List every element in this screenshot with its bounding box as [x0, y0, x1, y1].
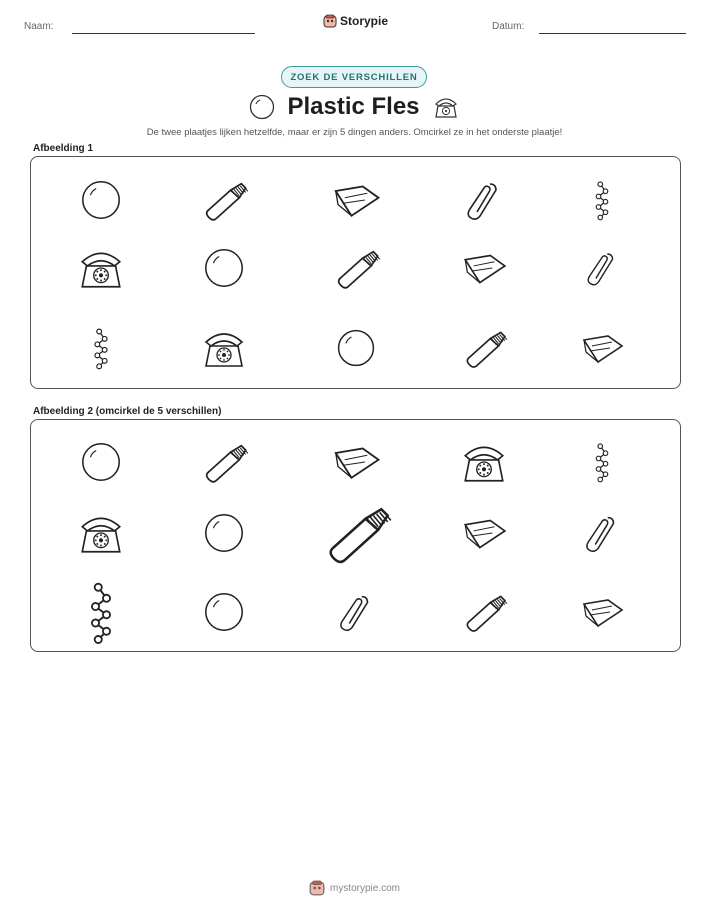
bubble-icon[interactable] — [201, 589, 247, 635]
brand-logo — [323, 14, 388, 28]
comb-icon — [459, 323, 509, 373]
bubble-icon[interactable] — [201, 510, 247, 556]
paperclip-icon — [460, 176, 508, 224]
cloth-icon — [578, 324, 626, 372]
comb-icon[interactable] — [318, 495, 394, 571]
bubble-icon[interactable] — [78, 439, 124, 485]
comb-icon — [198, 174, 250, 226]
bubble-icon — [201, 245, 247, 291]
comb-icon — [330, 242, 382, 294]
cloth-icon[interactable] — [578, 588, 626, 636]
picture2-label: Afbeelding 2 (omcirkel de 5 verschillen) — [33, 406, 222, 417]
name-label: Naam: — [24, 21, 54, 32]
molecule-icon[interactable] — [68, 579, 134, 645]
paperclip-icon[interactable] — [579, 510, 625, 556]
molecule-icon — [79, 326, 123, 370]
molecule-icon — [581, 179, 623, 221]
instructions: De twee plaatjes lijken hetzelfde, maar er zijn 5 dingen anders. Omcirkel ze in het onderste plaatje! — [146, 127, 563, 138]
telephone-icon — [200, 324, 248, 372]
telephone-icon — [76, 243, 126, 293]
page-title: Plastic Fles — [287, 93, 420, 120]
bubble-icon — [249, 94, 275, 120]
picture1-label: Afbeelding 1 — [33, 143, 94, 154]
telephone-icon[interactable] — [76, 508, 126, 558]
date-label: Datum: — [492, 21, 525, 32]
comb-icon[interactable] — [198, 436, 250, 488]
cloth-icon — [459, 243, 509, 293]
paperclip-icon — [581, 247, 623, 289]
molecule-icon[interactable] — [581, 441, 623, 483]
footer — [0, 880, 709, 896]
storypie-mascot-icon — [309, 880, 325, 896]
date-field[interactable] — [539, 33, 686, 34]
cloth-icon[interactable] — [459, 508, 509, 558]
paperclip-icon[interactable] — [333, 589, 379, 635]
cloth-icon — [329, 173, 383, 227]
cloth-icon[interactable] — [329, 435, 383, 489]
brand-name: Storypie — [340, 14, 389, 28]
name-field[interactable] — [72, 33, 255, 34]
comb-icon[interactable] — [459, 587, 509, 637]
activity-badge: ZOEK DE VERSCHILLEN — [281, 66, 427, 88]
footer-site: mystorypie.com — [329, 882, 400, 894]
storypie-mascot-icon — [323, 14, 337, 28]
title-row — [200, 90, 509, 124]
telephone-icon — [432, 94, 460, 120]
telephone-icon[interactable] — [459, 437, 509, 487]
bubble-icon — [334, 326, 378, 370]
bubble-icon — [78, 177, 124, 223]
